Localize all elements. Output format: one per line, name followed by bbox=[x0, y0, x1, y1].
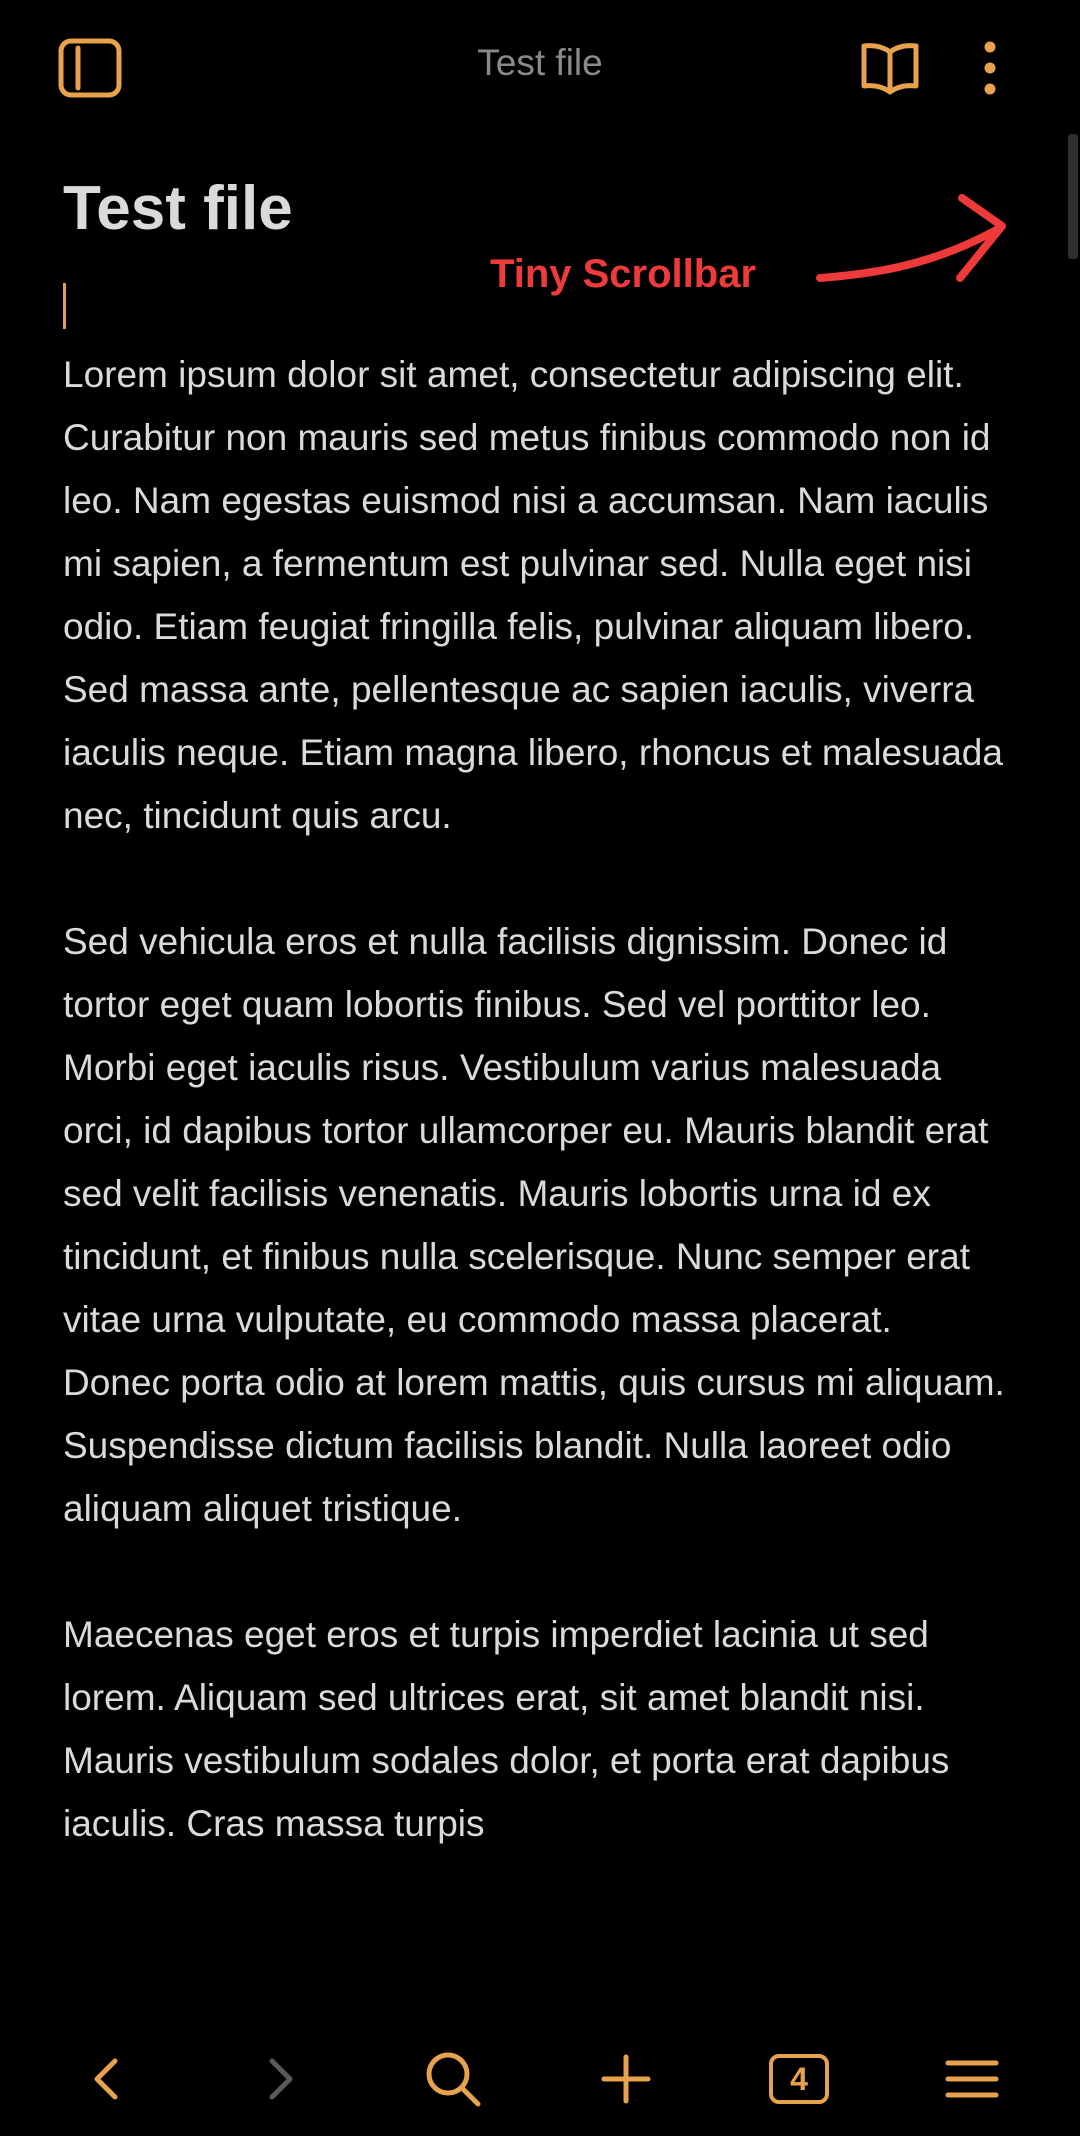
scrollbar-thumb[interactable] bbox=[1068, 134, 1078, 259]
forward-button[interactable] bbox=[225, 2034, 335, 2124]
menu-icon bbox=[945, 2057, 999, 2101]
menu-button[interactable] bbox=[917, 2034, 1027, 2124]
paragraph[interactable]: Maecenas eget eros et turpis imperdiet lacinia ut sed lorem. Aliquam sed ultrices erat, sit amet blandit nisi. Mauris vestibulum sodales dolor, et porta erat dapibus iaculis. Cras massa turpis bbox=[63, 1614, 950, 1844]
reading-view-button[interactable] bbox=[850, 28, 930, 108]
search-button[interactable] bbox=[398, 2034, 508, 2124]
document-title[interactable]: Test file bbox=[63, 174, 293, 243]
tabs-icon bbox=[769, 2054, 829, 2104]
text-cursor bbox=[63, 283, 66, 329]
top-bar bbox=[0, 0, 1080, 134]
new-note-button[interactable] bbox=[571, 2034, 681, 2124]
editor-content[interactable] bbox=[63, 150, 1008, 2025]
scrollbar-track[interactable] bbox=[1066, 134, 1080, 2024]
annotation-arrow-icon bbox=[812, 188, 1012, 298]
chevron-left-icon bbox=[87, 2055, 127, 2103]
sidebar-toggle-button[interactable] bbox=[50, 28, 130, 108]
more-options-button[interactable] bbox=[960, 28, 1020, 108]
search-icon bbox=[423, 2049, 483, 2109]
topbar-title: Test file bbox=[477, 42, 603, 83]
paragraph[interactable]: Lorem ipsum dolor sit amet, consectetur adipiscing elit. Curabitur non mauris sed metus finibus commodo non id leo. Nam egestas euismod nisi a accumsan. Nam iaculis mi sapien, a fermentum est pulvinar sed. Nulla eget nisi odio. Etiam feugiat fringilla felis, pulvinar aliquam libero. Sed massa ante, pellentesque ac sapien iaculis, viverra iaculis neque. Etiam magna libero, rhoncus et malesuada nec, tincidunt quis arcu. bbox=[63, 354, 1003, 836]
paragraph[interactable]: Sed vehicula eros et nulla facilisis dignissim. Donec id tortor eget quam lobortis finibus. Sed vel porttitor leo. Morbi eget iaculis risus. Vestibulum varius malesuada orci, id dapibus tortor ullamcorper eu. Mauris blandit erat sed velit facilisis venenatis. Mauris lobortis urna id ex tincidunt, et finibus nulla scelerisque. Nunc semper erat vitae urna vulputate, eu commodo massa placerat. Donec porta odio at lorem mattis, quis cursus mi aliquam. Suspendisse dictum facilisis blandit. Nulla laoreet odio aliquam aliquet tristique. bbox=[63, 921, 1005, 1529]
sidebar-toggle-icon bbox=[58, 38, 122, 98]
chevron-right-icon bbox=[260, 2055, 300, 2103]
more-vertical-icon bbox=[980, 40, 1000, 96]
plus-icon bbox=[600, 2053, 652, 2105]
book-open-icon bbox=[860, 40, 920, 96]
back-button[interactable] bbox=[52, 2034, 162, 2124]
tabs-button[interactable] bbox=[744, 2034, 854, 2124]
bottom-toolbar bbox=[0, 2024, 1080, 2136]
annotation-label: Tiny Scrollbar bbox=[490, 252, 757, 296]
tab-count: 4 bbox=[790, 2060, 808, 2097]
